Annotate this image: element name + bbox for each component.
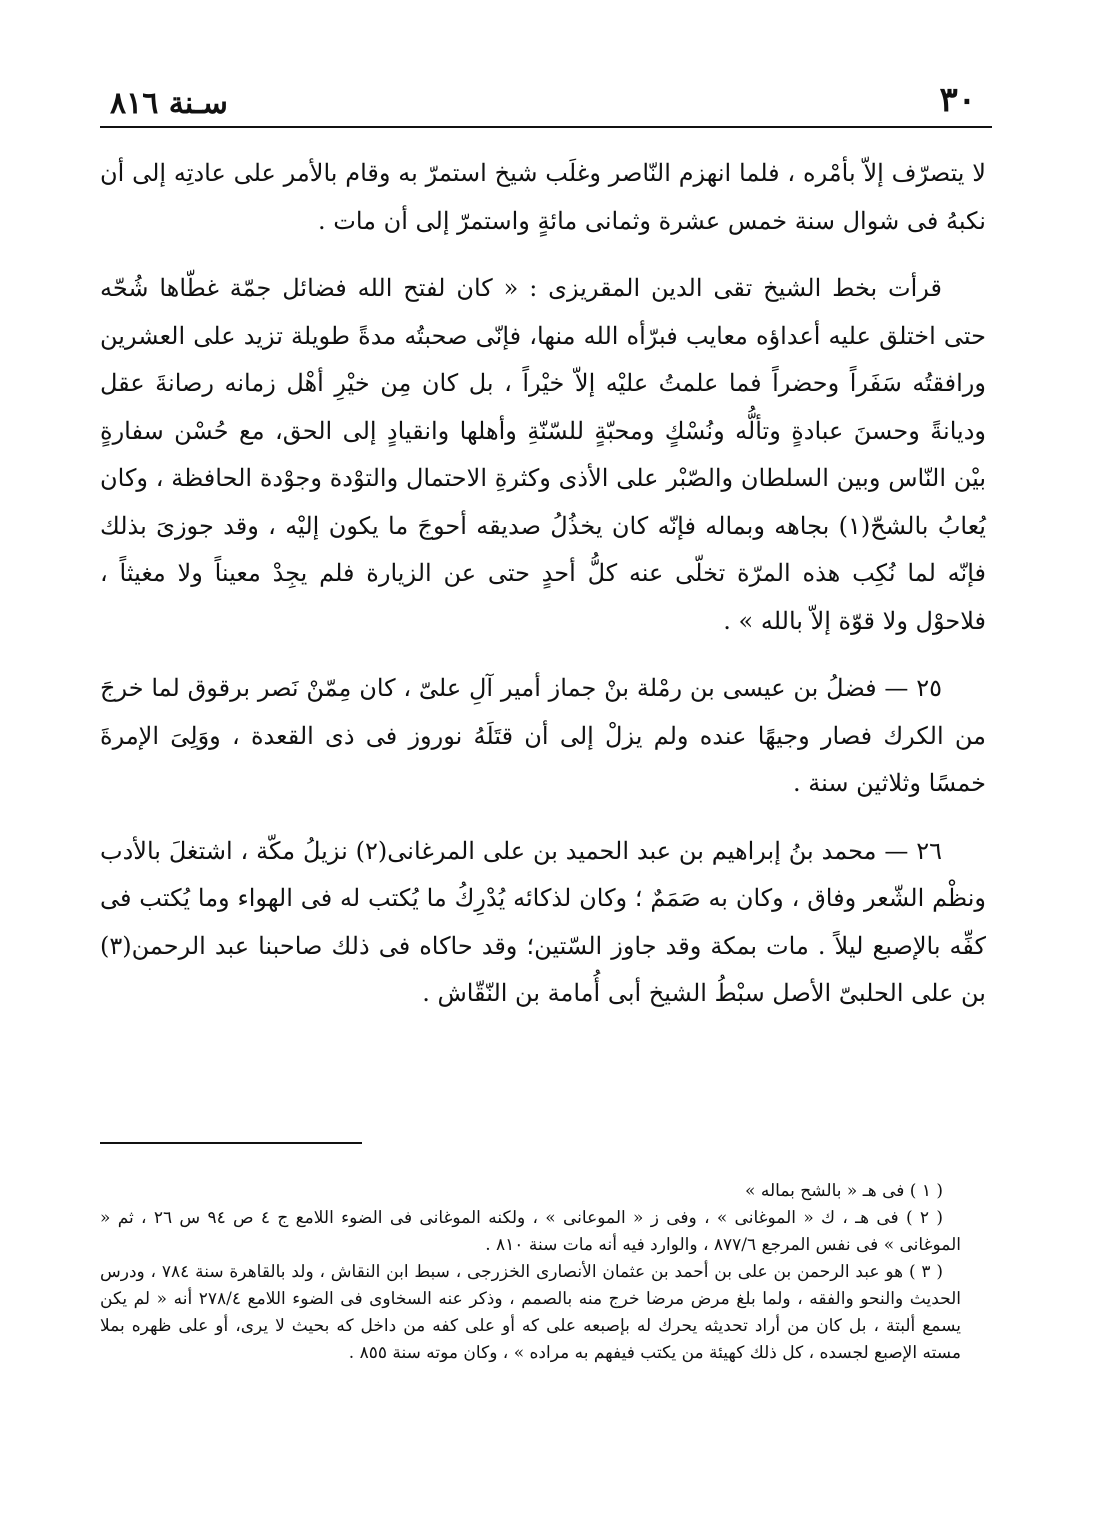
paragraph: ٢٦ — محمد بنُ إبراهيم بن عبد الحميد بن على المرغانى(٢) نزيلُ مكّة ، اشتغلَ بالأدب ونظْم الشّعر وفاق ، وكان به صَمَمٌ ؛ وكان لذكائه يُدْرِكُ ما يُكتب له فى الهواء وما يُكتب فى كفِّه بالإصبع ليلاً . مات بمكة وقد جاوز السّتين؛ وقد حاكاه فى ذلك صاحبنا عبد الرحمن(٣) بن على الحلبىّ الأصل سبْطُ الشيخ أبى أُمامة بن النّقّاش . xyxy=(100,836,986,1007)
body-text xyxy=(100,150,986,1038)
header-rule xyxy=(100,126,992,128)
paragraph: قرأت بخط الشيخ تقى الدين المقريزى : « كان لفتح الله فضائل جمّة غطّاها شُحّه حتى اختلق عليه أعداؤه معايب فبرّأه الله منها، فإنّى صحبتُه مدةً طويلة تزيد على العشرين ورافقتُه سَفَراً وحضراً فما علمتُ عليْه إلاّ خيْراً ، بل كان مِن خيْرِ أهْل زمانه رصانةَ عقل وديانةً وحسنَ عبادةٍ وتألُّه ونُسْكٍ ومحبّةٍ للسّنّةِ وأهلها وانقيادٍ إلى الحق، مع حُسْن سفارةٍ بيْن النّاس وبين السلطان والصّبْر على الأذى وكثرةِ الاحتمال والتوْدة وجوْدة الحافظة ، وكان يُعابُ بالشحّ(١) بجاهه وبماله فإنّه كان يخذُلُ صديقه أحوجَ ما يكون إليْه ، وقد جوزىَ بذلك فإنّه لما نُكِب هذه المرّة تخلّى عنه كلُّ أحدٍ حتى عن الزيارة فلم يجِدْ معيناً ولا مغيثاً ، فلاحوْل ولا قوّة إلاّ بالله » . xyxy=(100,274,987,635)
page-header xyxy=(110,80,976,130)
footnotes xyxy=(100,1178,961,1367)
footnote: ( ٢ ) فى هـ ، ك « الموغانى » ، وفى ز « الموعانى » ، ولكنه الموغانى فى الضوء اللامع ج ٤ ص ٩٤ س ٢٦ ، ثم « الموغانى » فى نفس المرجع ٨٧٧/٦ ، والوارد فيه أنه مات سنة ٨١٠ . xyxy=(100,1208,961,1255)
paragraph: لا يتصرّف إلاّ بأمْره ، فلما انهزم النّاصر وغلَب شيخ استمرّ به وقام بالأمر على عادتِه إلى أن نكبهُ فى شوال سنة خمس عشرة وثمانى مائةٍ واستمرّ إلى أن مات . xyxy=(100,159,986,235)
page-number: ٣٠ xyxy=(939,80,976,120)
footnote-rule xyxy=(100,1142,362,1144)
footnote: ( ١ ) فى هـ « بالشح بماله » xyxy=(745,1181,943,1201)
running-title: سـنة ٨١٦ xyxy=(110,86,228,121)
paragraph: ٢٥ — فضلُ بن عيسى بن رمْلة بنْ جماز أمير آلِ علىّ ، كان مِمّنْ نَصر برقوق لما خرجَ من الكرك فصار وجيهًا عنده ولم يزلْ إلى أن قتَلَهُ نوروز فى ذى القعدة ، ووَلِىَ الإمرةَ خمسًا وثلاثين سنة . xyxy=(100,674,986,797)
footnote: ( ٣ ) هو عبد الرحمن بن على بن أحمد بن عثمان الأنصارى الخزرجى ، سبط ابن النقاش ، ولد بالقاهرة سنة ٧٨٤ ، ودرس الحديث والنحو والفقه ، ولما بلغ مرض مرضا خرج منه بالصمم ، وذكر عنه السخاوى فى الضوء اللامع ٢٧٨/٤ أنه « لم يكن يسمع ألبتة ، بل كان من أراد تحديثه يحرك له بإصبعه على كه أو على كفه من داخل كه بحيث لا يرى، أو على ظهره بملا مسته الإصبع لجسده ، كل ذلك كهيئة من يكتب فيفهم به مراده » ، وكان موته سنة ٨٥٥ . xyxy=(100,1262,961,1363)
